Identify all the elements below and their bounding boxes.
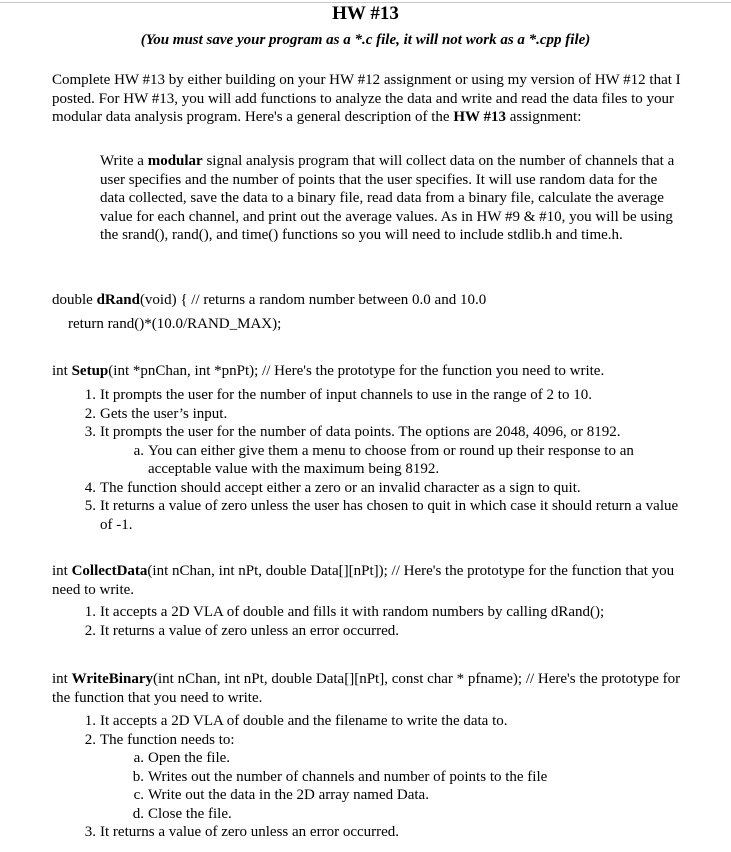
setup-list	[84, 386, 680, 534]
writebinary-list	[84, 712, 700, 842]
list-item: 3. It returns a value of zero unless an error occurred.	[84, 824, 400, 840]
list-item: 2. It returns a value of zero unless an error occurred.	[84, 622, 400, 639]
write-pre: int	[52, 671, 72, 687]
drand-signature	[52, 291, 702, 310]
description-bold: modular	[147, 153, 203, 169]
page-title: HW #13	[332, 3, 399, 24]
setup-name: Setup	[71, 363, 109, 379]
setup-sublist	[133, 442, 680, 479]
list-item: 1. It accepts a 2D VLA of double and the filename to write the data to.	[84, 713, 508, 729]
intro-bold: HW #13	[453, 109, 506, 125]
list-item: 4. The function should accept either a zero or an invalid character as a sign to quit.	[84, 479, 581, 496]
list-item: c. Write out the data in the 2D array named Data.	[133, 787, 429, 803]
list-item: 3. It prompts the user for the number of data points. The options are 2048, 4096, or 8192. a. You can either give them a menu to choose from or round up their response to an acceptable value with the maximum being 8192.	[100, 423, 680, 479]
collectdata-list	[84, 603, 700, 640]
description-pre: Write a	[100, 153, 148, 169]
writebinary-sublist	[132, 749, 700, 823]
setup-post: (int *pnChan, int *pnPt); // Here's the prototype for the function you need to write.	[108, 363, 605, 379]
write-name: WriteBinary	[71, 671, 153, 687]
list-item: a. You can either give them a menu to choose from or round up their response to an acceptable value with the maximum being 8192.	[133, 442, 634, 477]
collect-pre: int	[52, 563, 72, 579]
drand-body: return rand()*(10.0/RAND_MAX);	[68, 316, 282, 332]
collectdata-signature	[52, 562, 682, 599]
list-item: 1. It prompts the user for the number of input channels to use in the range of 2 to 10.	[84, 387, 592, 403]
intro-paragraph	[52, 71, 682, 127]
drand-post: (void) { // returns a random number between 0.0 and 10.0	[139, 292, 487, 308]
drand-pre: double	[52, 292, 97, 308]
writebinary-signature	[52, 670, 682, 707]
list-item: b. Writes out the number of channels and number of points to the file	[132, 768, 548, 785]
collect-post: (int nChan, int nPt, double Data[][nPt]); // Here's the prototype for the function that you need to write.	[52, 563, 675, 598]
collect-name: CollectData	[71, 563, 148, 579]
setup-signature	[52, 362, 712, 381]
list-item: 2. Gets the user’s input.	[84, 405, 228, 422]
setup-pre: int	[52, 363, 72, 379]
intro-text: Complete HW #13 by either building on your HW #12 assignment or using my version of HW #12 that I posted. For HW #13, you will add functions to analyze the data and write and read the data files to your modular data analysis program. Here's a general description of the	[52, 72, 681, 125]
description-paragraph	[100, 152, 680, 245]
list-item: a. Open the file.	[133, 750, 231, 766]
page-subtitle: (You must save your program as a *.c file, it will not work as a *.cpp file)	[140, 32, 591, 48]
description-text: signal analysis program that will collect data on the number of channels that a user specifies and the number of points that the user specifies. It will use random data for the data collected, save the data to a binary file, read data from a binary file, calculate the average value for each channel, and print out the average values. As in HW #9 & #10, you will be using the srand(), rand(), and time() functions so you will need to include stdlib.h and time.h.	[100, 153, 675, 243]
list-item: 2. The function needs to: a. Open the file. b. Writes out the number of channels and number of points to the file c. Write out the data in the 2D array named Data. d. Close the file.	[100, 731, 700, 824]
intro-tail: assignment:	[505, 109, 582, 125]
list-item: d. Close the file.	[132, 805, 232, 822]
list-item: 5. It returns a value of zero unless the user has chosen to quit in which case it should return a value of -1.	[84, 498, 679, 533]
drand-name: dRand	[96, 292, 140, 308]
list-item: 1. It accepts a 2D VLA of double and fills it with random numbers by calling dRand();	[84, 604, 605, 620]
write-post: (int nChan, int nPt, double Data[][nPt], const char * pfname); // Here's the prototype for the function that you need to write.	[52, 671, 681, 706]
